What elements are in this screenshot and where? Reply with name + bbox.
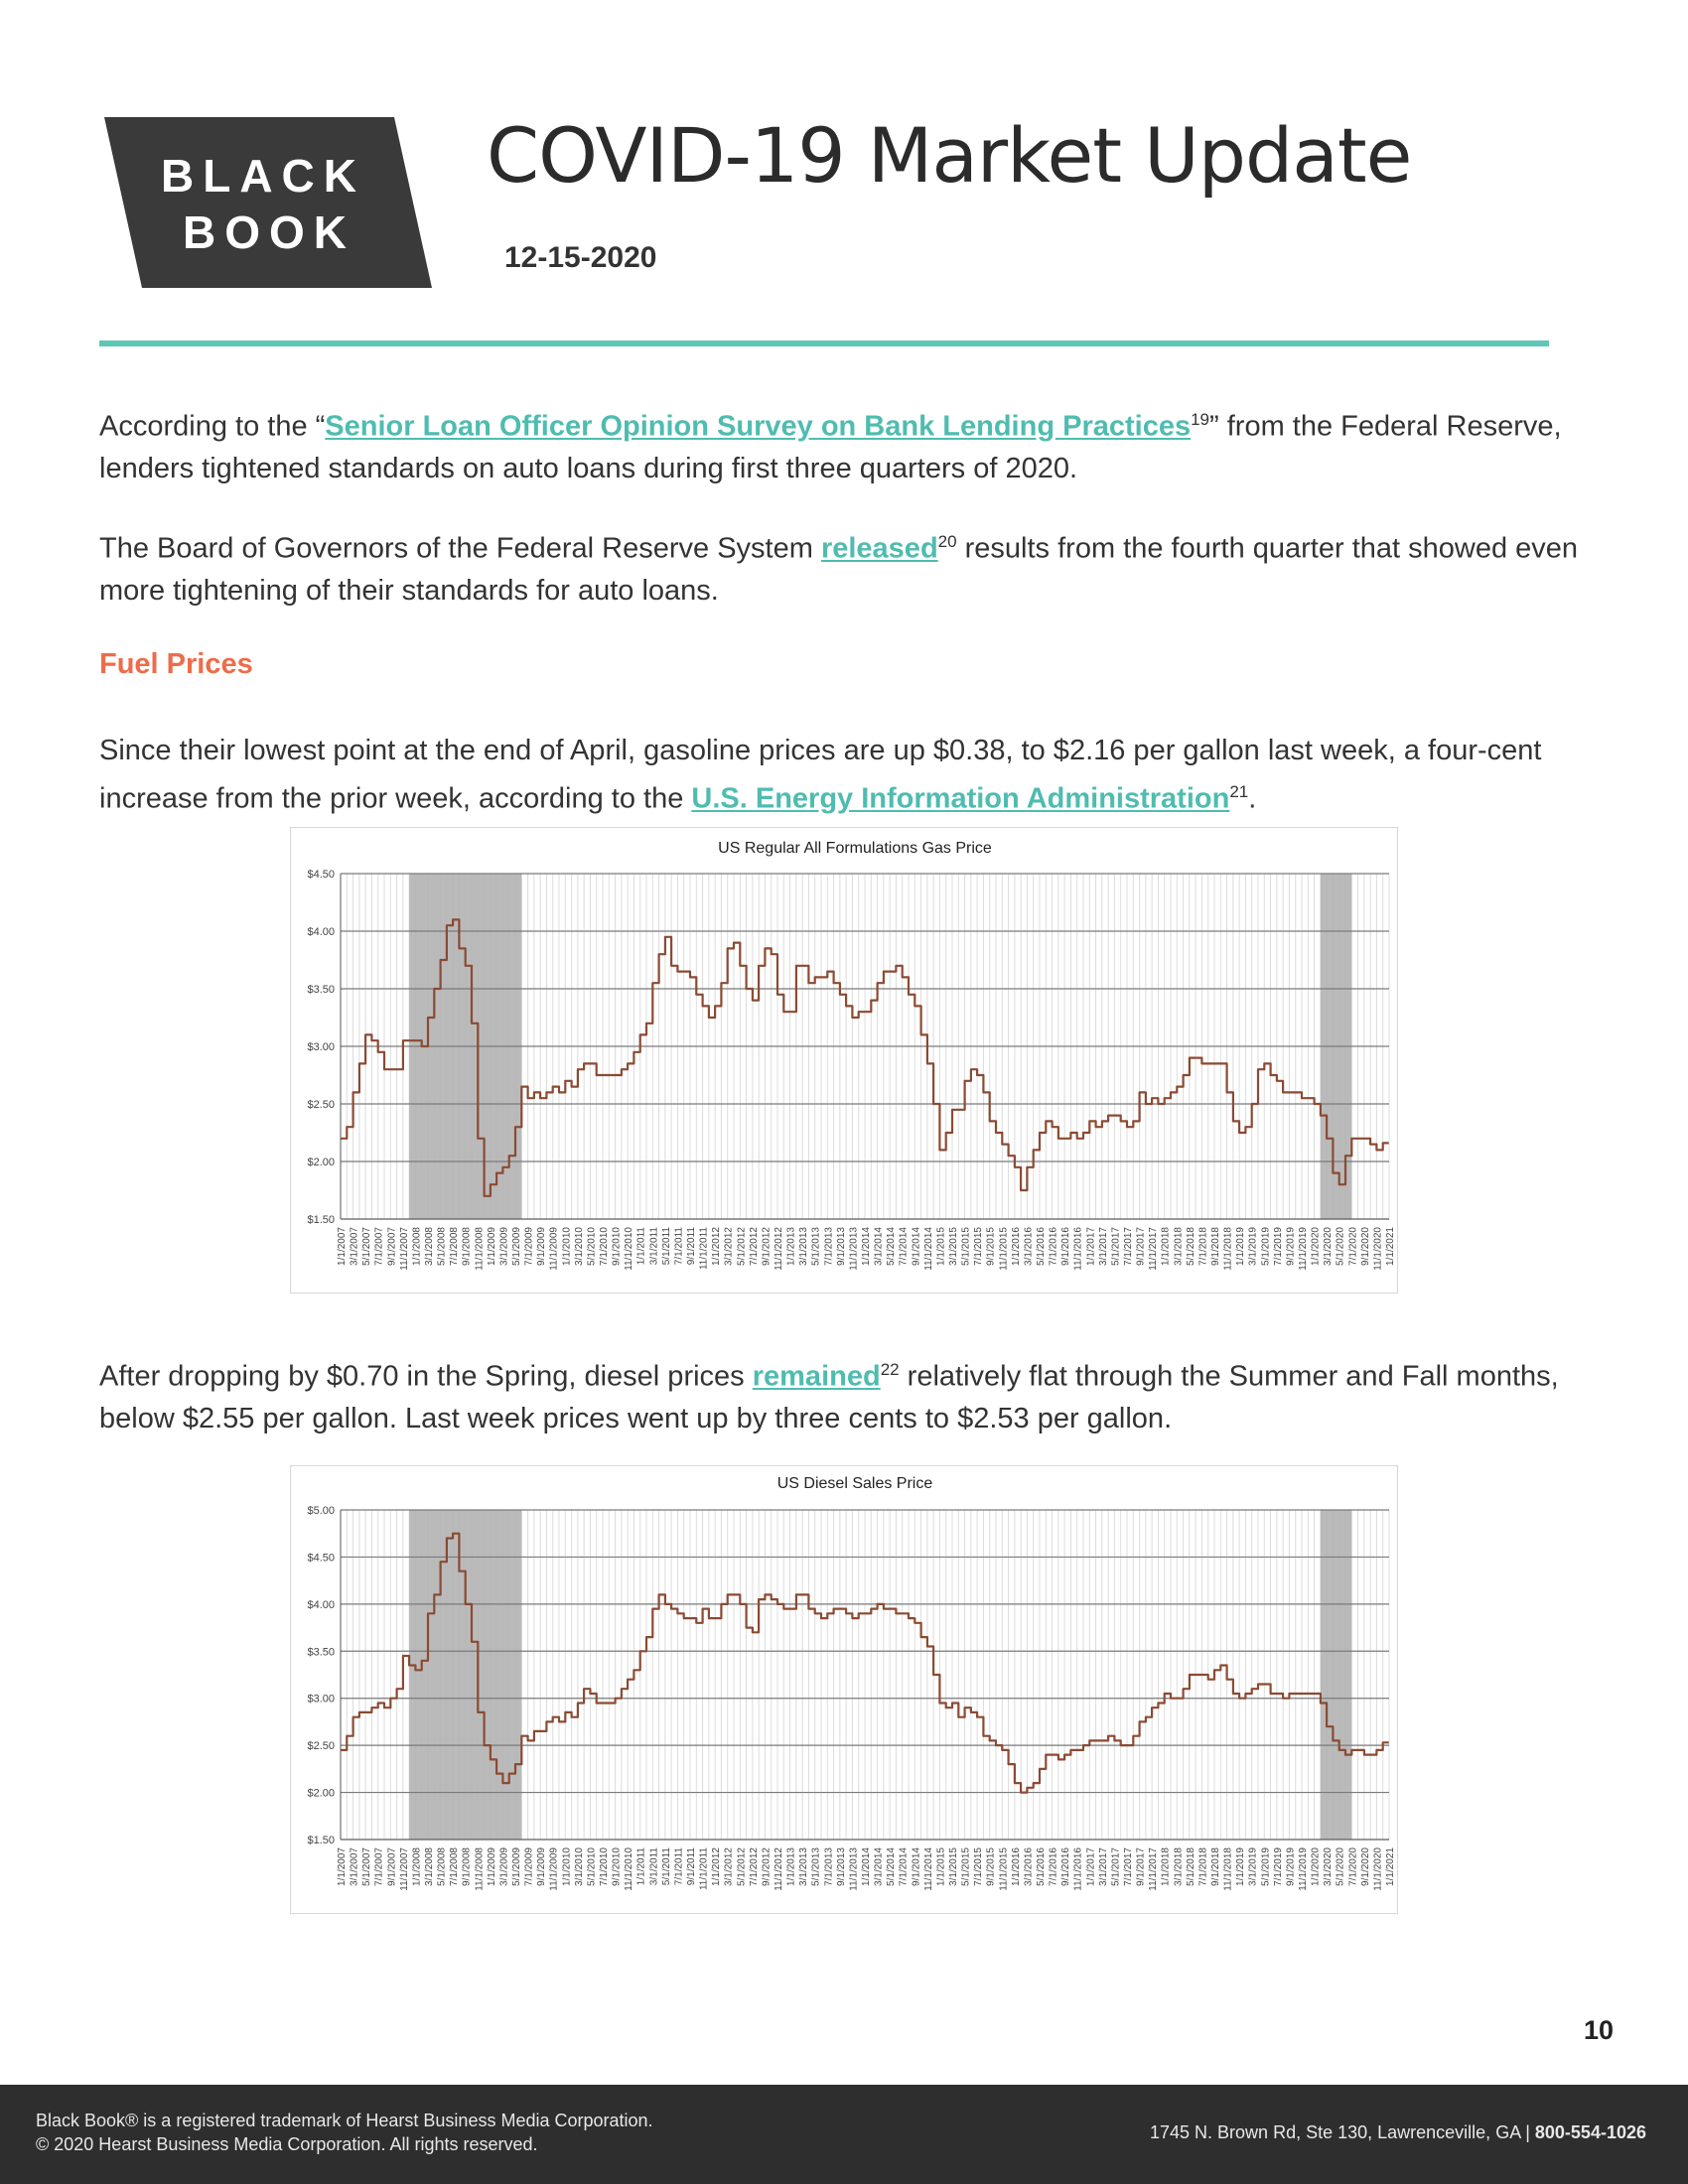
x-tick-label: 7/1/2012 bbox=[748, 1227, 760, 1266]
x-tick-label: 5/1/2018 bbox=[1185, 1847, 1196, 1886]
x-tick-label: 7/1/2019 bbox=[1272, 1847, 1284, 1886]
x-tick-label: 1/1/2012 bbox=[711, 1227, 723, 1266]
x-tick-label: 7/1/2007 bbox=[373, 1227, 385, 1266]
page-number: 10 bbox=[1584, 2015, 1615, 2045]
x-tick-label: 11/1/2011 bbox=[698, 1847, 710, 1891]
x-tick-label: 7/1/2016 bbox=[1048, 1227, 1059, 1266]
footnote-ref: 20 bbox=[937, 532, 957, 551]
shaded-period bbox=[409, 1510, 521, 1840]
x-tick-label: 3/1/2009 bbox=[498, 1227, 510, 1266]
paragraph-loan-survey bbox=[99, 399, 1589, 489]
x-tick-label: 1/1/2010 bbox=[561, 1847, 573, 1886]
logo-text-black: BLACK bbox=[161, 150, 365, 202]
x-tick-label: 5/1/2014 bbox=[886, 1227, 898, 1266]
section-heading-fuel-prices: Fuel Prices bbox=[99, 648, 253, 680]
footer-legal bbox=[36, 2109, 653, 2156]
x-tick-label: 9/1/2008 bbox=[461, 1847, 473, 1886]
x-tick-label: 9/1/2010 bbox=[611, 1847, 623, 1886]
x-tick-label: 5/1/2011 bbox=[660, 1847, 672, 1886]
x-tick-label: 7/1/2020 bbox=[1347, 1847, 1359, 1886]
x-tick-label: 11/1/2013 bbox=[848, 1227, 860, 1271]
x-tick-label: 11/1/2015 bbox=[998, 1847, 1010, 1891]
x-tick-label: 11/1/2018 bbox=[1222, 1847, 1234, 1891]
x-tick-label: 5/1/2012 bbox=[736, 1847, 748, 1886]
x-tick-label: 5/1/2009 bbox=[511, 1847, 522, 1886]
x-tick-label: 5/1/2017 bbox=[1110, 1227, 1122, 1266]
x-tick-label: 11/1/2007 bbox=[398, 1227, 410, 1271]
x-tick-label: 5/1/2012 bbox=[736, 1227, 748, 1266]
header-divider bbox=[99, 341, 1549, 346]
x-tick-label: 3/1/2011 bbox=[648, 1847, 660, 1886]
x-tick-label: 5/1/2018 bbox=[1185, 1227, 1196, 1266]
x-tick-label: 9/1/2014 bbox=[911, 1847, 922, 1886]
x-tick-label: 9/1/2019 bbox=[1285, 1847, 1297, 1886]
black-book-logo bbox=[104, 117, 432, 288]
x-tick-label: 11/1/2020 bbox=[1372, 1847, 1384, 1891]
x-tick-label: 11/1/2017 bbox=[1148, 1227, 1160, 1271]
x-tick-label: 9/1/2012 bbox=[761, 1847, 773, 1886]
x-tick-label: 9/1/2014 bbox=[911, 1227, 922, 1266]
x-tick-label: 3/1/2010 bbox=[573, 1847, 585, 1886]
y-tick-label: $2.50 bbox=[307, 1740, 335, 1753]
x-tick-label: 11/1/2014 bbox=[922, 1847, 934, 1891]
x-tick-label: 9/1/2015 bbox=[985, 1227, 997, 1266]
x-tick-label: 11/1/2012 bbox=[774, 1847, 784, 1891]
x-tick-label: 7/1/2007 bbox=[373, 1847, 385, 1886]
x-tick-label: 5/1/2007 bbox=[361, 1227, 373, 1266]
x-tick-label: 9/1/2018 bbox=[1210, 1227, 1221, 1266]
x-tick-label: 3/1/2015 bbox=[948, 1227, 959, 1266]
x-tick-label: 1/1/2017 bbox=[1085, 1847, 1097, 1886]
y-tick-label: $5.00 bbox=[307, 1505, 335, 1517]
x-tick-label: 1/1/2007 bbox=[337, 1227, 348, 1266]
x-tick-label: 7/1/2016 bbox=[1048, 1847, 1059, 1886]
diesel-price-chart bbox=[290, 1465, 1398, 1914]
x-tick-label: 3/1/2017 bbox=[1097, 1227, 1109, 1266]
x-tick-label: 7/1/2012 bbox=[748, 1847, 760, 1886]
x-tick-label: 7/1/2014 bbox=[898, 1227, 910, 1266]
x-tick-label: 11/1/2007 bbox=[398, 1847, 410, 1891]
footnote-ref: 21 bbox=[1229, 782, 1249, 801]
x-tick-label: 1/1/2015 bbox=[935, 1847, 947, 1886]
chart-title: US Regular All Formulations Gas Price bbox=[718, 840, 992, 857]
x-tick-label: 3/1/2010 bbox=[573, 1227, 585, 1266]
x-tick-label: 9/1/2016 bbox=[1060, 1227, 1072, 1266]
paragraph-text: Since their lowest point at the end of April, gasoline prices are up $0.38, to $2.16 per gallon last week, a four-cent increase from the prior week, according to the bbox=[99, 735, 1542, 815]
x-tick-label: 1/1/2014 bbox=[861, 1227, 872, 1266]
x-tick-label: 9/1/2009 bbox=[536, 1227, 548, 1266]
x-tick-label: 11/1/2016 bbox=[1072, 1227, 1084, 1271]
paragraph-text: . bbox=[1248, 782, 1257, 815]
x-tick-label: 11/1/2009 bbox=[548, 1227, 560, 1271]
y-tick-label: $4.00 bbox=[307, 926, 335, 938]
y-tick-label: $4.50 bbox=[307, 869, 335, 881]
x-tick-label: 11/1/2014 bbox=[922, 1227, 934, 1271]
x-tick-label: 7/1/2014 bbox=[898, 1847, 910, 1886]
x-tick-label: 5/1/2008 bbox=[436, 1847, 448, 1886]
x-tick-label: 9/1/2013 bbox=[835, 1227, 847, 1266]
x-tick-label: 7/1/2015 bbox=[973, 1227, 985, 1266]
x-tick-label: 11/1/2008 bbox=[474, 1847, 486, 1891]
x-tick-label: 1/1/2011 bbox=[635, 1227, 647, 1266]
x-tick-label: 7/1/2011 bbox=[673, 1227, 685, 1266]
paragraph-text: After dropping by $0.70 in the Spring, diesel prices bbox=[99, 1360, 753, 1393]
x-tick-label: 7/1/2013 bbox=[823, 1227, 835, 1266]
x-tick-label: 11/1/2018 bbox=[1222, 1227, 1234, 1271]
footer-phone: 800-554-1026 bbox=[1534, 2122, 1646, 2142]
x-tick-label: 1/1/2021 bbox=[1385, 1847, 1396, 1886]
x-tick-label: 3/1/2012 bbox=[723, 1847, 735, 1886]
x-tick-label: 1/1/2015 bbox=[935, 1227, 947, 1266]
x-tick-label: 1/1/2016 bbox=[1010, 1847, 1022, 1886]
x-tick-label: 1/1/2016 bbox=[1010, 1227, 1022, 1266]
x-tick-label: 5/1/2010 bbox=[586, 1847, 598, 1886]
x-tick-label: 5/1/2019 bbox=[1260, 1847, 1272, 1886]
y-tick-label: $3.00 bbox=[307, 1693, 335, 1706]
x-tick-label: 5/1/2009 bbox=[511, 1227, 522, 1266]
x-tick-label: 11/1/2008 bbox=[474, 1227, 486, 1271]
paragraph-fed-board bbox=[99, 521, 1589, 612]
x-tick-label: 1/1/2008 bbox=[411, 1227, 423, 1266]
x-tick-label: 11/1/2019 bbox=[1298, 1227, 1309, 1271]
eia-link[interactable]: U.S. Energy Information Administration bbox=[691, 782, 1230, 815]
x-tick-label: 3/1/2020 bbox=[1323, 1847, 1335, 1886]
x-tick-label: 9/1/2009 bbox=[536, 1847, 548, 1886]
x-tick-label: 7/1/2009 bbox=[523, 1847, 535, 1886]
paragraph-text: results from the fourth quarter that showed even more tightening of their standards for auto loans. bbox=[99, 532, 1579, 607]
x-tick-label: 3/1/2019 bbox=[1247, 1227, 1259, 1266]
y-tick-label: $1.50 bbox=[307, 1214, 335, 1226]
y-tick-label: $3.00 bbox=[307, 1041, 335, 1053]
x-tick-label: 1/1/2019 bbox=[1235, 1847, 1247, 1886]
paragraph-text: The Board of Governors of the Federal Reserve System bbox=[99, 532, 821, 565]
x-tick-label: 1/1/2017 bbox=[1085, 1227, 1097, 1266]
x-tick-label: 11/1/2010 bbox=[624, 1227, 635, 1271]
shaded-period bbox=[1321, 1510, 1351, 1840]
x-tick-label: 7/1/2020 bbox=[1347, 1227, 1359, 1266]
x-tick-label: 7/1/2015 bbox=[973, 1847, 985, 1886]
x-tick-label: 9/1/2018 bbox=[1210, 1847, 1221, 1886]
x-tick-label: 3/1/2012 bbox=[723, 1227, 735, 1266]
x-tick-label: 9/1/2017 bbox=[1135, 1847, 1147, 1886]
x-tick-label: 7/1/2019 bbox=[1272, 1227, 1284, 1266]
x-tick-label: 1/1/2010 bbox=[561, 1227, 573, 1266]
footer-contact bbox=[1150, 2122, 1646, 2143]
x-tick-label: 1/1/2021 bbox=[1385, 1227, 1396, 1266]
x-tick-label: 1/1/2009 bbox=[486, 1227, 497, 1266]
footer-copyright: © 2020 Hearst Business Media Corporation. All rights reserved. bbox=[36, 2134, 538, 2154]
x-tick-label: 1/1/2013 bbox=[785, 1847, 797, 1886]
x-tick-label: 5/1/2016 bbox=[1036, 1227, 1047, 1266]
x-tick-label: 11/1/2016 bbox=[1072, 1847, 1084, 1891]
x-tick-label: 3/1/2016 bbox=[1023, 1847, 1035, 1886]
paragraph-text: ” from the Federal Reserve, lenders tightened standards on auto loans during first three quarters of 2020. bbox=[99, 410, 1562, 484]
x-tick-label: 3/1/2014 bbox=[873, 1847, 885, 1886]
x-tick-label: 9/1/2007 bbox=[386, 1227, 398, 1266]
x-tick-label: 7/1/2008 bbox=[449, 1847, 461, 1886]
x-tick-label: 5/1/2013 bbox=[810, 1847, 822, 1886]
x-tick-label: 1/1/2014 bbox=[861, 1847, 872, 1886]
x-tick-label: 9/1/2015 bbox=[985, 1847, 997, 1886]
x-tick-label: 3/1/2014 bbox=[873, 1227, 885, 1266]
x-tick-label: 7/1/2010 bbox=[599, 1847, 610, 1886]
x-tick-label: 3/1/2013 bbox=[798, 1227, 810, 1266]
x-tick-label: 3/1/2019 bbox=[1247, 1847, 1259, 1886]
x-tick-label: 3/1/2009 bbox=[498, 1847, 510, 1886]
x-tick-label: 3/1/2015 bbox=[948, 1847, 959, 1886]
y-tick-label: $2.50 bbox=[307, 1099, 335, 1111]
x-tick-label: 11/1/2010 bbox=[624, 1847, 635, 1891]
x-tick-label: 1/1/2008 bbox=[411, 1847, 423, 1886]
x-tick-label: 3/1/2008 bbox=[424, 1847, 435, 1886]
x-tick-label: 5/1/2017 bbox=[1110, 1847, 1122, 1886]
paragraph-diesel bbox=[99, 1349, 1589, 1439]
x-tick-label: 5/1/2020 bbox=[1335, 1227, 1346, 1266]
x-tick-label: 9/1/2011 bbox=[686, 1847, 697, 1886]
page-footer bbox=[0, 2085, 1688, 2184]
footnote-ref: 19 bbox=[1191, 410, 1210, 429]
x-tick-label: 7/1/2008 bbox=[449, 1227, 461, 1266]
x-tick-label: 11/1/2009 bbox=[548, 1847, 560, 1891]
y-tick-label: $4.00 bbox=[307, 1598, 335, 1611]
x-tick-label: 11/1/2017 bbox=[1148, 1847, 1160, 1891]
x-tick-label: 7/1/2009 bbox=[523, 1227, 535, 1266]
x-tick-label: 3/1/2020 bbox=[1323, 1227, 1335, 1266]
x-tick-label: 5/1/2007 bbox=[361, 1847, 373, 1886]
released-link[interactable]: released bbox=[820, 532, 938, 565]
x-tick-label: 5/1/2015 bbox=[960, 1847, 972, 1886]
x-tick-label: 9/1/2020 bbox=[1359, 1227, 1371, 1266]
y-tick-label: $2.00 bbox=[307, 1787, 335, 1800]
x-tick-label: 3/1/2007 bbox=[349, 1847, 360, 1886]
x-tick-label: 1/1/2020 bbox=[1310, 1227, 1322, 1266]
x-tick-label: 1/1/2020 bbox=[1310, 1847, 1322, 1886]
x-tick-label: 9/1/2013 bbox=[835, 1847, 847, 1886]
diesel-price-chart-svg bbox=[291, 1466, 1397, 1913]
y-tick-label: $3.50 bbox=[307, 1646, 335, 1659]
x-tick-label: 1/1/2018 bbox=[1160, 1227, 1172, 1266]
x-tick-label: 1/1/2018 bbox=[1160, 1847, 1172, 1886]
x-tick-label: 7/1/2017 bbox=[1123, 1847, 1134, 1886]
x-tick-label: 5/1/2019 bbox=[1260, 1227, 1272, 1266]
x-tick-label: 9/1/2017 bbox=[1135, 1227, 1147, 1266]
y-tick-label: $3.50 bbox=[307, 984, 335, 996]
x-tick-label: 9/1/2016 bbox=[1060, 1847, 1072, 1886]
x-tick-label: 3/1/2011 bbox=[648, 1227, 660, 1266]
paragraph-text: relatively flat through the Summer and Fall months, below $2.55 per gallon. Last week prices went up by three cents to $2.53 per gallon. bbox=[99, 1360, 1559, 1434]
x-tick-label: 5/1/2014 bbox=[886, 1847, 898, 1886]
y-tick-label: $1.50 bbox=[307, 1835, 335, 1846]
x-tick-label: 5/1/2016 bbox=[1036, 1847, 1047, 1886]
y-tick-label: $4.50 bbox=[307, 1552, 335, 1565]
x-tick-label: 9/1/2020 bbox=[1359, 1847, 1371, 1886]
x-tick-label: 7/1/2018 bbox=[1197, 1847, 1209, 1886]
chart-title: US Diesel Sales Price bbox=[776, 1475, 933, 1492]
x-tick-label: 3/1/2018 bbox=[1173, 1847, 1185, 1886]
paragraph-text: According to the “ bbox=[99, 410, 326, 443]
x-tick-label: 11/1/2020 bbox=[1372, 1227, 1384, 1271]
gas-price-chart-svg bbox=[291, 828, 1397, 1293]
x-tick-label: 3/1/2018 bbox=[1173, 1227, 1185, 1266]
x-tick-label: 11/1/2013 bbox=[848, 1847, 860, 1891]
remained-link[interactable]: remained bbox=[752, 1360, 881, 1393]
senior-loan-officer-survey-link[interactable]: Senior Loan Officer Opinion Survey on Bank Lending Practices bbox=[325, 410, 1192, 443]
x-tick-label: 1/1/2007 bbox=[337, 1847, 348, 1886]
x-tick-label: 1/1/2011 bbox=[635, 1847, 647, 1886]
x-tick-label: 5/1/2020 bbox=[1335, 1847, 1346, 1886]
x-tick-label: 1/1/2013 bbox=[785, 1227, 797, 1266]
x-tick-label: 9/1/2019 bbox=[1285, 1227, 1297, 1266]
x-tick-label: 5/1/2011 bbox=[660, 1227, 672, 1266]
x-tick-label: 7/1/2010 bbox=[599, 1227, 610, 1266]
page-title: COVID-19 Market Update bbox=[487, 111, 1412, 200]
y-tick-label: $2.00 bbox=[307, 1157, 335, 1168]
x-tick-label: 11/1/2019 bbox=[1298, 1847, 1309, 1891]
x-tick-label: 5/1/2015 bbox=[960, 1227, 972, 1266]
x-tick-label: 9/1/2007 bbox=[386, 1847, 398, 1886]
x-tick-label: 3/1/2017 bbox=[1097, 1847, 1109, 1886]
x-tick-label: 3/1/2007 bbox=[349, 1227, 360, 1266]
x-tick-label: 5/1/2008 bbox=[436, 1227, 448, 1266]
x-tick-label: 7/1/2011 bbox=[673, 1847, 685, 1886]
x-tick-label: 3/1/2008 bbox=[424, 1227, 435, 1266]
x-tick-label: 7/1/2018 bbox=[1197, 1227, 1209, 1266]
x-tick-label: 9/1/2010 bbox=[611, 1227, 623, 1266]
logo-text-book: BOOK bbox=[183, 206, 355, 258]
paragraph-gasoline bbox=[99, 730, 1579, 820]
footer-trademark: Black Book® is a registered trademark of Hearst Business Media Corporation. bbox=[36, 2111, 653, 2130]
x-tick-label: 11/1/2015 bbox=[998, 1227, 1010, 1271]
report-date: 12-15-2020 bbox=[504, 241, 657, 274]
footer-address: 1745 N. Brown Rd, Ste 130, Lawrenceville, GA | bbox=[1150, 2122, 1535, 2142]
x-tick-label: 9/1/2008 bbox=[461, 1227, 473, 1266]
x-tick-label: 3/1/2016 bbox=[1023, 1227, 1035, 1266]
x-tick-label: 5/1/2010 bbox=[586, 1227, 598, 1266]
x-tick-label: 7/1/2013 bbox=[823, 1847, 835, 1886]
x-tick-label: 3/1/2013 bbox=[798, 1847, 810, 1886]
x-tick-label: 11/1/2012 bbox=[774, 1227, 784, 1271]
gas-price-chart bbox=[290, 827, 1398, 1294]
x-tick-label: 7/1/2017 bbox=[1123, 1227, 1134, 1266]
x-tick-label: 9/1/2011 bbox=[686, 1227, 697, 1266]
x-tick-label: 9/1/2012 bbox=[761, 1227, 773, 1266]
x-tick-label: 5/1/2013 bbox=[810, 1227, 822, 1266]
x-tick-label: 1/1/2012 bbox=[711, 1847, 723, 1886]
x-tick-label: 1/1/2009 bbox=[486, 1847, 497, 1886]
x-tick-label: 1/1/2019 bbox=[1235, 1227, 1247, 1266]
footnote-ref: 22 bbox=[880, 1360, 900, 1379]
x-tick-label: 11/1/2011 bbox=[698, 1227, 710, 1271]
